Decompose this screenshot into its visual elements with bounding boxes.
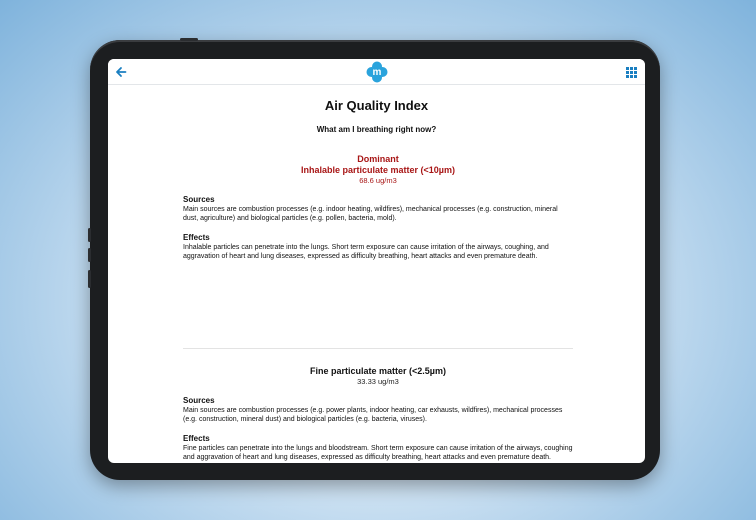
dominant-label: Dominant xyxy=(357,154,399,164)
pollutant-name: Inhalable particulate matter (<10µm) xyxy=(301,165,455,175)
pollutant-name: Fine particulate matter (<2.5µm) xyxy=(310,366,446,376)
back-arrow-icon[interactable] xyxy=(115,65,127,79)
sources-text: Main sources are combustion processes (e.g. power plants, indoor heating, car exhausts, wildfires), mechanical processes (e.g. construction, mineral dust) and biological particles (e.g. bacteria, viruses). xyxy=(183,407,563,424)
top-bar xyxy=(108,59,645,85)
power-button xyxy=(88,270,91,288)
app-logo xyxy=(366,61,388,83)
sources-text: Main sources are combustion processes (e.g. indoor heating, wildfires), mechanical processes (e.g. construction, mineral dust, agriculture) and biological particles (e.g. pollen, bacteria, mold). xyxy=(183,206,558,223)
section-divider xyxy=(183,348,573,349)
page-subtitle: What am I breathing right now? xyxy=(316,125,437,134)
pollutant-header xyxy=(183,366,573,387)
pollutant-card-fine xyxy=(183,366,573,463)
effects-heading: Effects xyxy=(183,232,210,242)
logo-letter: m xyxy=(372,67,382,79)
sources-heading: Sources xyxy=(183,195,215,204)
pollutant-header xyxy=(183,154,573,186)
volume-up-button xyxy=(88,228,91,242)
sources-heading: Sources xyxy=(183,396,215,405)
page-title: Air Quality Index xyxy=(324,98,429,113)
effects-heading: Effects xyxy=(183,433,210,443)
effects-text: Fine particles can penetrate into the lungs and bloodstream. Short term exposure can cause irritation of the airways, coughing and aggravation of heart and lung diseases, expressed as difficulty breathing, heart attacks and even premature death. xyxy=(183,444,573,462)
effects-text: Inhalable particles can penetrate into the lungs. Short term exposure can cause irritation of the airways, coughing, and aggravation of heart and lung diseases, expressed as difficulty breathing, heart attacks and even premature death. xyxy=(183,243,549,261)
top-button xyxy=(180,38,198,41)
volume-down-button xyxy=(88,248,91,262)
pollutant-card-dominant xyxy=(183,154,573,262)
pollutant-value: 68.6 ug/m3 xyxy=(359,176,397,185)
app-screen xyxy=(108,59,645,463)
pollutant-value: 33.33 ug/m3 xyxy=(357,377,399,386)
grid-menu-icon[interactable] xyxy=(626,67,637,78)
